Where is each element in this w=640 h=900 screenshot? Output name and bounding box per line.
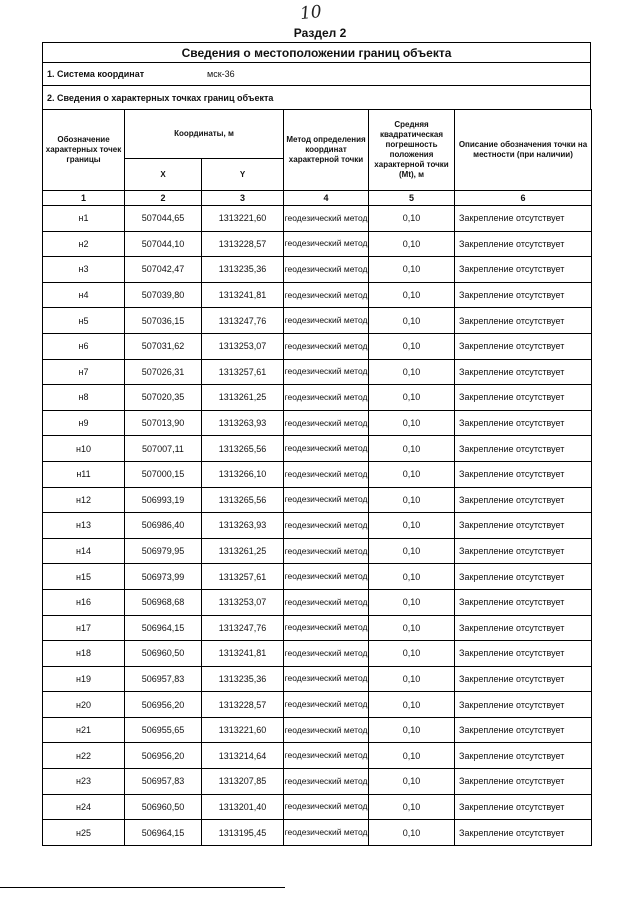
- x-coordinate-cell: 507000,15: [125, 461, 202, 487]
- description-cell: Закрепление отсутствует: [455, 769, 592, 795]
- error-cell: 0,10: [369, 308, 455, 334]
- column-number: 2: [125, 191, 202, 206]
- y-coordinate-cell: 1313247,76: [202, 615, 284, 641]
- error-cell: 0,10: [369, 564, 455, 590]
- method-cell: геодезический метод: [284, 692, 369, 718]
- y-coordinate-cell: 1313257,61: [202, 564, 284, 590]
- table-row: [43, 615, 592, 641]
- description-cell: Закрепление отсутствует: [455, 436, 592, 462]
- point-id-cell: н19: [43, 666, 125, 692]
- method-cell: геодезический метод: [284, 231, 369, 257]
- y-coordinate-cell: 1313263,93: [202, 410, 284, 436]
- info-title: Сведения о местоположении границ объекта: [42, 42, 591, 62]
- table-row: [43, 282, 592, 308]
- error-cell: 0,10: [369, 436, 455, 462]
- description-cell: Закрепление отсутствует: [455, 538, 592, 564]
- point-id-cell: н25: [43, 820, 125, 846]
- method-cell: геодезический метод: [284, 436, 369, 462]
- y-coordinate-cell: 1313221,60: [202, 717, 284, 743]
- description-cell: Закрепление отсутствует: [455, 794, 592, 820]
- x-coordinate-cell: 507026,31: [125, 359, 202, 385]
- y-coordinate-cell: 1313266,10: [202, 461, 284, 487]
- x-coordinate-cell: 507031,62: [125, 333, 202, 359]
- x-coordinate-cell: 507036,15: [125, 308, 202, 334]
- y-coordinate-cell: 1313241,81: [202, 282, 284, 308]
- error-cell: 0,10: [369, 410, 455, 436]
- column-number: 5: [369, 191, 455, 206]
- description-cell: Закрепление отсутствует: [455, 615, 592, 641]
- column-number: 4: [284, 191, 369, 206]
- method-cell: геодезический метод: [284, 385, 369, 411]
- method-cell: геодезический метод: [284, 538, 369, 564]
- description-cell: Закрепление отсутствует: [455, 641, 592, 667]
- point-id-cell: н11: [43, 461, 125, 487]
- description-cell: Закрепление отсутствует: [455, 589, 592, 615]
- point-id-cell: н14: [43, 538, 125, 564]
- error-cell: 0,10: [369, 589, 455, 615]
- point-id-cell: н4: [43, 282, 125, 308]
- method-cell: геодезический метод: [284, 769, 369, 795]
- table-row: [43, 359, 592, 385]
- point-id-cell: н20: [43, 692, 125, 718]
- table-row: [43, 717, 592, 743]
- point-id-cell: н18: [43, 641, 125, 667]
- x-coordinate-cell: 507013,90: [125, 410, 202, 436]
- table-row: [43, 564, 592, 590]
- x-coordinate-cell: 506964,15: [125, 820, 202, 846]
- error-cell: 0,10: [369, 513, 455, 539]
- description-cell: Закрепление отсутствует: [455, 385, 592, 411]
- point-id-cell: н7: [43, 359, 125, 385]
- x-coordinate-cell: 506956,20: [125, 743, 202, 769]
- point-id-cell: н3: [43, 257, 125, 283]
- error-cell: 0,10: [369, 641, 455, 667]
- coordinate-system-row: [42, 62, 591, 85]
- point-id-cell: н16: [43, 589, 125, 615]
- table-row: [43, 692, 592, 718]
- column-number: 6: [455, 191, 592, 206]
- x-coordinate-cell: 506979,95: [125, 538, 202, 564]
- table-row: [43, 257, 592, 283]
- point-id-cell: н6: [43, 333, 125, 359]
- table-row: [43, 308, 592, 334]
- point-id-cell: н21: [43, 717, 125, 743]
- description-cell: Закрепление отсутствует: [455, 282, 592, 308]
- header-description: Описание обозначения точки на местности (при наличии): [455, 110, 592, 191]
- description-cell: Закрепление отсутствует: [455, 206, 592, 232]
- column-number: 1: [43, 191, 125, 206]
- boundary-info-sheet: [42, 42, 591, 846]
- description-cell: Закрепление отсутствует: [455, 308, 592, 334]
- x-coordinate-cell: 507042,47: [125, 257, 202, 283]
- point-id-cell: н1: [43, 206, 125, 232]
- y-coordinate-cell: 1313201,40: [202, 794, 284, 820]
- point-id-cell: н22: [43, 743, 125, 769]
- table-row: [43, 231, 592, 257]
- x-coordinate-cell: 506960,50: [125, 794, 202, 820]
- table-row: [43, 385, 592, 411]
- description-cell: Закрепление отсутствует: [455, 487, 592, 513]
- error-cell: 0,10: [369, 385, 455, 411]
- y-coordinate-cell: 1313257,61: [202, 359, 284, 385]
- x-coordinate-cell: 506973,99: [125, 564, 202, 590]
- table-row: [43, 410, 592, 436]
- table-row: [43, 436, 592, 462]
- error-cell: 0,10: [369, 282, 455, 308]
- header-coordinates: Координаты, м: [125, 110, 284, 159]
- method-cell: геодезический метод: [284, 333, 369, 359]
- y-coordinate-cell: 1313247,76: [202, 308, 284, 334]
- description-cell: Закрепление отсутствует: [455, 231, 592, 257]
- error-cell: 0,10: [369, 615, 455, 641]
- description-cell: Закрепление отсутствует: [455, 564, 592, 590]
- point-id-cell: н17: [43, 615, 125, 641]
- point-id-cell: н24: [43, 794, 125, 820]
- description-cell: Закрепление отсутствует: [455, 743, 592, 769]
- x-coordinate-cell: 507044,65: [125, 206, 202, 232]
- table-row: [43, 461, 592, 487]
- header-method: Метод определения координат характерной точки: [284, 110, 369, 191]
- column-number: 3: [202, 191, 284, 206]
- description-cell: Закрепление отсутствует: [455, 461, 592, 487]
- error-cell: 0,10: [369, 333, 455, 359]
- error-cell: 0,10: [369, 769, 455, 795]
- table-row: [43, 820, 592, 846]
- footer-divider: [0, 887, 285, 888]
- method-cell: геодезический метод: [284, 282, 369, 308]
- method-cell: геодезический метод: [284, 513, 369, 539]
- method-cell: геодезический метод: [284, 641, 369, 667]
- point-id-cell: н8: [43, 385, 125, 411]
- method-cell: геодезический метод: [284, 257, 369, 283]
- point-id-cell: н12: [43, 487, 125, 513]
- error-cell: 0,10: [369, 257, 455, 283]
- method-cell: геодезический метод: [284, 487, 369, 513]
- description-cell: Закрепление отсутствует: [455, 666, 592, 692]
- point-id-cell: н5: [43, 308, 125, 334]
- section-title: Раздел 2: [293, 26, 347, 40]
- error-cell: 0,10: [369, 359, 455, 385]
- y-coordinate-cell: 1313235,36: [202, 257, 284, 283]
- x-coordinate-cell: 506968,68: [125, 589, 202, 615]
- table-row: [43, 487, 592, 513]
- error-cell: 0,10: [369, 794, 455, 820]
- error-cell: 0,10: [369, 717, 455, 743]
- table-row: [43, 513, 592, 539]
- method-cell: геодезический метод: [284, 206, 369, 232]
- x-coordinate-cell: 506955,65: [125, 717, 202, 743]
- table-row: [43, 794, 592, 820]
- error-cell: 0,10: [369, 820, 455, 846]
- description-cell: Закрепление отсутствует: [455, 820, 592, 846]
- error-cell: 0,10: [369, 487, 455, 513]
- header-y: Y: [202, 159, 284, 191]
- method-cell: геодезический метод: [284, 359, 369, 385]
- y-coordinate-cell: 1313221,60: [202, 206, 284, 232]
- x-coordinate-cell: 506986,40: [125, 513, 202, 539]
- error-cell: 0,10: [369, 231, 455, 257]
- description-cell: Закрепление отсутствует: [455, 333, 592, 359]
- error-cell: 0,10: [369, 743, 455, 769]
- x-coordinate-cell: 506957,83: [125, 769, 202, 795]
- description-cell: Закрепление отсутствует: [455, 513, 592, 539]
- y-coordinate-cell: 1313253,07: [202, 333, 284, 359]
- points-heading: 2. Сведения о характерных точках границ объекта: [42, 85, 591, 109]
- method-cell: геодезический метод: [284, 410, 369, 436]
- method-cell: геодезический метод: [284, 461, 369, 487]
- y-coordinate-cell: 1313263,93: [202, 513, 284, 539]
- description-cell: Закрепление отсутствует: [455, 717, 592, 743]
- points-table-body: [43, 206, 592, 846]
- table-row: [43, 538, 592, 564]
- error-cell: 0,10: [369, 538, 455, 564]
- y-coordinate-cell: 1313261,25: [202, 538, 284, 564]
- description-cell: Закрепление отсутствует: [455, 359, 592, 385]
- method-cell: геодезический метод: [284, 666, 369, 692]
- table-row: [43, 769, 592, 795]
- header-error: Средняя квадратическая погрешность положения характерной точки (Mt), м: [369, 110, 455, 191]
- description-cell: Закрепление отсутствует: [455, 692, 592, 718]
- x-coordinate-cell: 507007,11: [125, 436, 202, 462]
- header-x: X: [125, 159, 202, 191]
- point-id-cell: н9: [43, 410, 125, 436]
- point-id-cell: н13: [43, 513, 125, 539]
- description-cell: Закрепление отсутствует: [455, 257, 592, 283]
- error-cell: 0,10: [369, 461, 455, 487]
- x-coordinate-cell: 506964,15: [125, 615, 202, 641]
- y-coordinate-cell: 1313195,45: [202, 820, 284, 846]
- x-coordinate-cell: 507020,35: [125, 385, 202, 411]
- error-cell: 0,10: [369, 666, 455, 692]
- y-coordinate-cell: 1313235,36: [202, 666, 284, 692]
- method-cell: геодезический метод: [284, 794, 369, 820]
- point-id-cell: н23: [43, 769, 125, 795]
- x-coordinate-cell: 506993,19: [125, 487, 202, 513]
- error-cell: 0,10: [369, 206, 455, 232]
- table-row: [43, 666, 592, 692]
- x-coordinate-cell: 506957,83: [125, 666, 202, 692]
- coordinate-system-label: 1. Система координат: [47, 69, 145, 79]
- x-coordinate-cell: 506956,20: [125, 692, 202, 718]
- table-row: [43, 333, 592, 359]
- y-coordinate-cell: 1313265,56: [202, 487, 284, 513]
- header-designation: Обозначение характерных точек границы: [43, 110, 125, 191]
- table-row: [43, 641, 592, 667]
- point-id-cell: н2: [43, 231, 125, 257]
- x-coordinate-cell: 507039,80: [125, 282, 202, 308]
- error-cell: 0,10: [369, 692, 455, 718]
- y-coordinate-cell: 1313261,25: [202, 385, 284, 411]
- y-coordinate-cell: 1313214,64: [202, 743, 284, 769]
- method-cell: геодезический метод: [284, 564, 369, 590]
- table-row: [43, 206, 592, 232]
- method-cell: геодезический метод: [284, 615, 369, 641]
- method-cell: геодезический метод: [284, 820, 369, 846]
- point-id-cell: н10: [43, 436, 125, 462]
- method-cell: геодезический метод: [284, 743, 369, 769]
- method-cell: геодезический метод: [284, 308, 369, 334]
- description-cell: Закрепление отсутствует: [455, 410, 592, 436]
- y-coordinate-cell: 1313228,57: [202, 231, 284, 257]
- method-cell: геодезический метод: [284, 589, 369, 615]
- y-coordinate-cell: 1313207,85: [202, 769, 284, 795]
- y-coordinate-cell: 1313241,81: [202, 641, 284, 667]
- coordinate-system-value: мск-36: [207, 69, 235, 79]
- point-id-cell: н15: [43, 564, 125, 590]
- table-row: [43, 743, 592, 769]
- table-row: [43, 589, 592, 615]
- y-coordinate-cell: 1313228,57: [202, 692, 284, 718]
- x-coordinate-cell: 507044,10: [125, 231, 202, 257]
- y-coordinate-cell: 1313253,07: [202, 589, 284, 615]
- x-coordinate-cell: 506960,50: [125, 641, 202, 667]
- boundary-points-table: [42, 109, 592, 846]
- y-coordinate-cell: 1313265,56: [202, 436, 284, 462]
- page-number: 10: [299, 1, 323, 25]
- method-cell: геодезический метод: [284, 717, 369, 743]
